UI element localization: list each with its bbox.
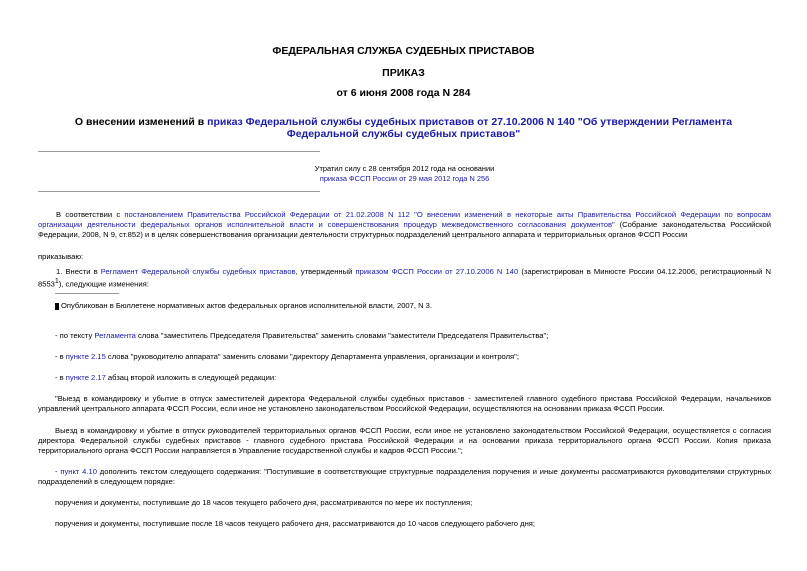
change-item-2-b: слова "руководителю аппарата" заменить словами "директору Департамента управления, организации и контроля"; [105, 352, 519, 361]
footnote-text: Опубликован в Бюллетене нормативных актов федеральных органов исполнительной власти, 2007, N 3. [61, 301, 433, 310]
status-line1: Утратил силу с 28 сентября 2012 года на основании [314, 164, 495, 173]
item-1-text-d: ), следующие изменения: [58, 279, 149, 289]
status-note [38, 164, 771, 184]
preamble-paragraph [38, 210, 771, 240]
divider-status [38, 191, 320, 192]
divider-top [38, 151, 320, 152]
change-item-4-b: дополнить текстом следующего содержания: "Поступившие в соответствующие структурные подразделения поручения и иные документы рассматриваются руководителями структурных подразделений в следующем порядке: [38, 467, 771, 486]
item-1-text-b: , утвержденный [295, 267, 356, 276]
change-item-2 [55, 352, 771, 362]
title-link[interactable]: приказ Федеральной службы судебных приставов от 27.10.2006 N 140 "Об утверждении Регламента Федеральной службы судебных приставов" [207, 116, 733, 140]
change-item-2-a: - в [55, 352, 66, 361]
date-line: от 6 июня 2008 года N 284 [336, 87, 471, 99]
reglament-link[interactable]: Регламент Федеральной службы судебных приставов [100, 267, 296, 276]
agency-heading: ФЕДЕРАЛЬНАЯ СЛУЖБА СУДЕБНЫХ ПРИСТАВОВ [272, 45, 535, 57]
reglament-text-link[interactable]: Регламента [94, 331, 136, 340]
clause-2-17-link[interactable]: пункте 2.17 [65, 373, 106, 382]
quote-paragraph-1: "Выезд в командировку и убытие в отпуск заместителей директора Федеральной службы судебных приставов - заместителей главного судебного пристава Российской Федерации, начальников управлений центрального аппарата ФССП России, если иное не установлено законодательством Российской Федерации, осуществляются на основании приказа ФССП России. [38, 394, 771, 413]
rule-line-a: поручения и документы, поступившие до 18 часов текущего рабочего дня, рассматриваются по мере их поступления; [55, 498, 473, 507]
document-title [40, 116, 767, 140]
footnote-divider [55, 293, 119, 294]
change-item-1-a: - по тексту [55, 331, 95, 340]
doc-type-heading: ПРИКАЗ [382, 67, 425, 79]
title-prefix: О внесении изменений в [74, 116, 208, 128]
change-item-4-a: - [55, 467, 61, 476]
change-item-1-b: слова "заместитель Председателя Правительства" заменить словами "заместители Председателя Правительства"; [135, 331, 549, 340]
rule-line-b: поручения и документы, поступившие после 18 часов текущего рабочего дня, рассматриваются до 10 часов следующего рабочего дня; [55, 519, 535, 528]
status-link[interactable]: приказа ФССП России от 29 мая 2012 года N 256 [319, 174, 490, 183]
order-140-link[interactable]: приказом ФССП России от 27.10.2006 N 140 [355, 267, 519, 276]
footnote-marker-icon [55, 303, 59, 310]
preamble-text-end: (Собрание законодательства Российской Федерации, 2008, N 9, ст.852) и в целях совершенствования организации деятельности структурных подразделений центрального аппарата и территориальных органов ФССП России [38, 220, 771, 239]
order-word: приказываю: [38, 252, 84, 261]
change-item-3 [55, 373, 771, 383]
change-item-3-b: абзац второй изложить в следующей редакции: [105, 373, 277, 382]
item-1-paragraph [38, 267, 771, 290]
quote-paragraph-2: Выезд в командировку и убытие в отпуск руководителей территориальных органов ФССП России, если иное не установлено законодательством Российской Федерации, осуществляется с согласия директора Федеральной службы судебных приставов - главного судебного пристава Российской Федерации и на основании приказа территориального органа ФССП России. Копия приказа территориального органа ФССП России направляется в Управление государственной службы и кадров ФССП России."; [38, 426, 771, 455]
footnote [55, 301, 771, 311]
preamble-text: В соответствии с [56, 210, 125, 219]
decree-link[interactable]: постановлением Правительства Российской Федерации от 21.02.2008 N 112 "О внесении изменений в некоторые акты Правительства Российской Федерации по вопросам организации деятельности федеральных органов исполнительной власти и совершенствования процедур межведомственного согласования документов" [38, 210, 772, 229]
item-1-text-c: (зарегистрирован в Минюсте России 04.12.2006, регистрационный N 8553 [38, 267, 771, 289]
clause-2-15-link[interactable]: пункте 2.15 [65, 352, 106, 361]
footnote-mark[interactable]: 1 [54, 278, 59, 285]
change-item-4 [38, 467, 771, 487]
change-item-3-a: - в [55, 373, 66, 382]
clause-4-10-link[interactable]: пункт 4.10 [60, 467, 97, 476]
item-1-text-a: 1. Внести в [56, 267, 101, 276]
change-item-1 [55, 331, 771, 341]
